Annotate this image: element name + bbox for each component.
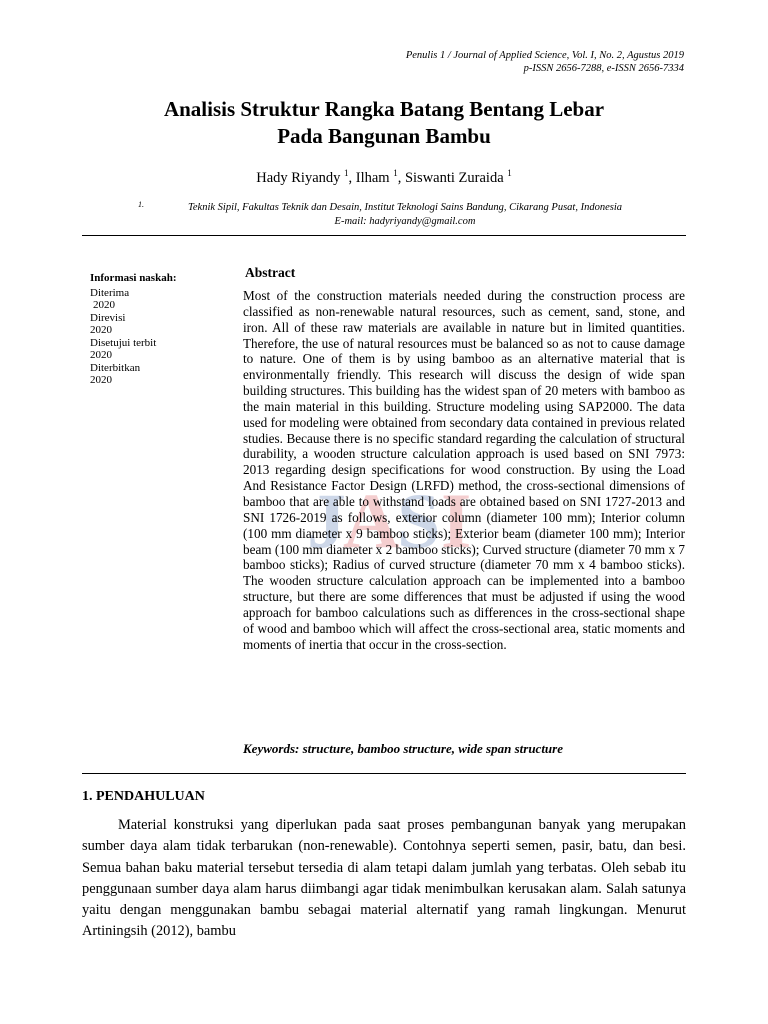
author-name: Ilham: [355, 170, 390, 186]
paper-title-line-1: Analisis Struktur Rangka Batang Bentang Lebar: [163, 97, 605, 121]
keywords: Keywords: structure, bamboo structure, wide span structure: [243, 741, 563, 756]
info-item-label: Diterima: [90, 286, 130, 299]
paper-title: [60, 96, 708, 150]
article-info-label: Informasi naskah:: [90, 272, 177, 284]
info-item-year: 2020: [93, 299, 115, 311]
header-divider: [82, 235, 686, 236]
svg-text:A: A: [343, 477, 400, 564]
author-list: Hady Riyandy $^1$, Ilham $^1$, Siswanti Zuraida $^1$: [256, 168, 512, 186]
affiliation-mark: 1.: [138, 200, 144, 209]
abstract-divider: [82, 773, 686, 774]
info-item-label: Direvisi: [90, 311, 126, 324]
article-info: [90, 272, 230, 387]
section-body: [82, 815, 686, 943]
author-name: Hady Riyandy: [256, 170, 341, 186]
svg-text:I: I: [441, 477, 472, 564]
svg-text:S: S: [397, 477, 441, 564]
affiliation: [90, 201, 720, 229]
abstract-body: [243, 288, 685, 652]
info-item-label: Diterbitkan: [90, 361, 141, 374]
author-email: E-mail: hadyriyandy@gmail.com: [334, 216, 476, 227]
affiliation-text: Teknik Sipil, Fakultas Teknik dan Desain, Institut Teknologi Sains Bandung, Cikarang Pusat, Indonesia: [188, 202, 622, 213]
paper-title-line-2: Pada Bangunan Bambu: [277, 124, 491, 148]
abstract-text: Most of the construction materials needed during the construction process are classified as non-renewable natural resources, such as cement, sand, stone, and iron. All of these raw materials are available in nature but in limited quantities. Therefore, the use of natural resources must be balanced so as not to cause damage to nature. One of them is by using bamboo as an alternative material that is environmentally friendly. This research will discuss the design of wide span building structures. This building has the widest span of 20 meters with bamboo as the main material in this building. Structure modeling using SAP2000. The data used for modeling were obtained from secondary data contained in previous related studies. Because there is no specific standard regarding the calculation of structural durability, a wooden structure calculation approach is used based on SNI 7973: 2013 regarding design specifications for wood construction. By using the Load And Resistance Factor Design (LRFD) method, the cross-sectional dimensions of bamboo that are able to withstand loads are obtained based on SNI 1727-2013 and SNI 1726-2019 as follows, exterior column (diameter 100 mm); Interior column (100 mm diameter x 9 bamboo sticks); Exterior beam (diameter 100 mm); Interior beam (100 mm diameter x 2 bamboo sticks); Curved structure (diameter 70 mm x 7 bamboo sticks); Radius of curved structure (diameter 70 mm x 4 bamboo sticks). The wooden structure calculation approach can be implemented into a bamboo structure, but there are some differences that must be adjusted if using the wood approach for bamboo calculations such as differences in the cross-sectional shape of wood and bamboo which will affect the cross-sectional area, static moments and moments of inertia that occur in the cross-section.: [243, 288, 685, 652]
author-affiliation-mark: 1: [344, 168, 349, 179]
journal-citation: Penulis 1 / Journal of Applied Science, Vol. I, No. 2, Agustus 2019: [405, 50, 684, 61]
info-item-year: 2020: [90, 324, 112, 336]
info-item-year: 2020: [90, 374, 112, 386]
author-affiliation-mark: 1: [393, 168, 398, 179]
info-item-label: Disetujui terbit: [90, 336, 157, 349]
section-heading: 1. PENDAHULUAN: [82, 789, 205, 804]
info-item-year: 2020: [90, 349, 112, 361]
author-affiliation-mark: 1: [507, 168, 512, 179]
svg-text:J: J: [307, 477, 346, 564]
journal-issn: p-ISSN 2656-7288, e-ISSN 2656-7334: [523, 63, 684, 74]
author-name: Siswanti Zuraida: [404, 170, 504, 186]
body-paragraph: Material konstruksi yang diperlukan pada saat proses pembangunan banyak yang merupakan sumber daya alam tidak terbarukan (non-renewable). Contohnya seperti semen, pasir, batu, dan besi. Semua bahan baku material tersebut tersedia di alam tetapi dalam jumlah yang terbatas. Oleh sebab itu penggunaan sumber daya alam harus diimbangi agar tidak menimbulkan kerusakan alam. Salah satunya yaitu dengan menggunakan bambu sebagai material alternatif yang ramah lingkungan. Menurut Artiningsih (2012), bambu: [82, 817, 686, 940]
abstract-heading: Abstract: [245, 265, 296, 280]
journal-header: [406, 49, 684, 75]
